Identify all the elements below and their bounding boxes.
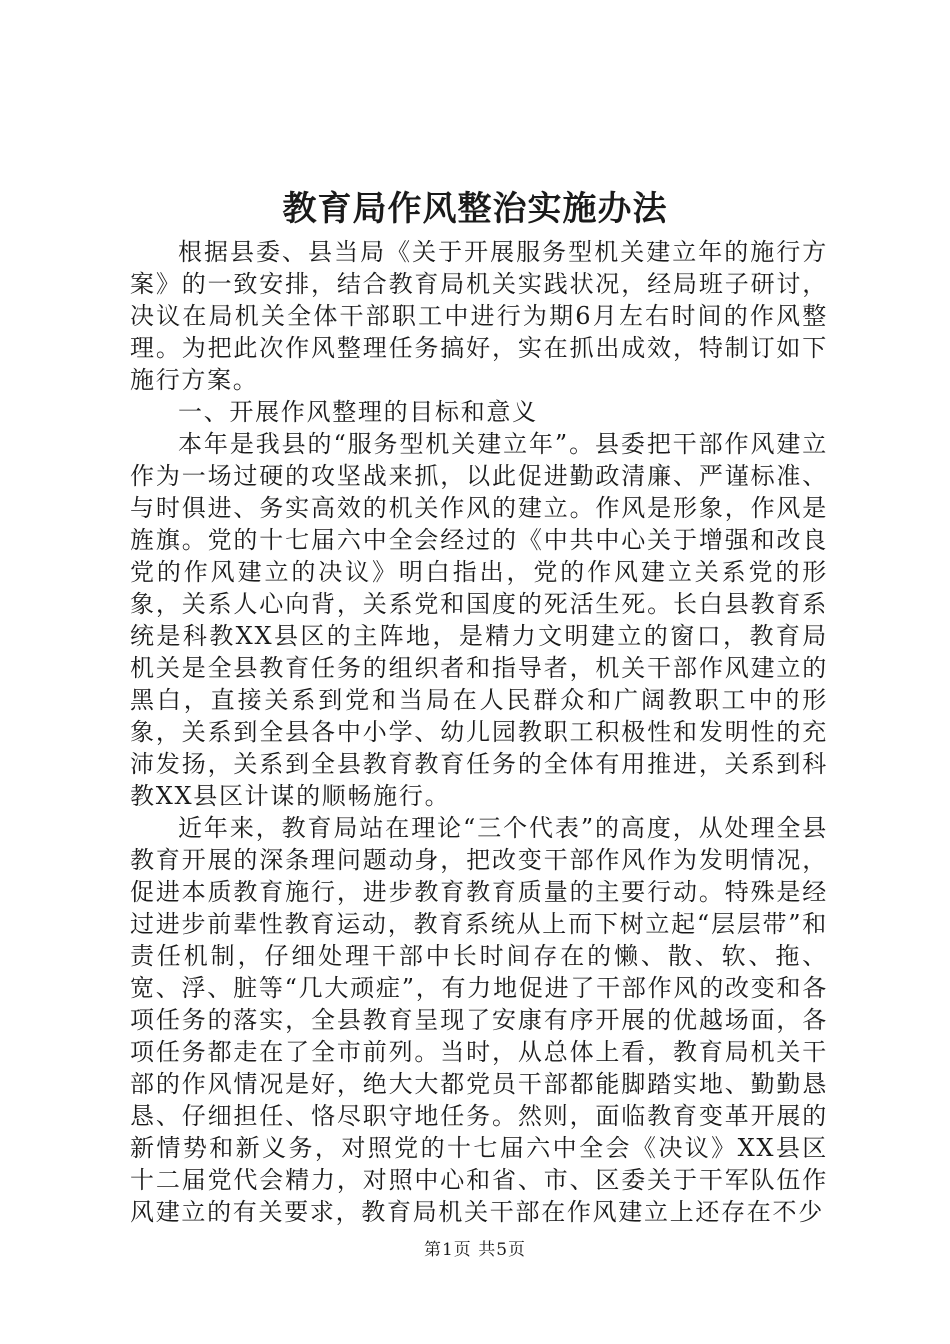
page-footer: 第1页 共5页	[423, 1240, 527, 1260]
paragraph-intro: 根据县委、县当局《关于开展服务型机关建立年的施行方案》的一致安排，结合教育局机关实践状况，经局班子研讨，决议在局机关全体干部职工中进行为期6月左右时间的作风整理。为把此次作风整理任务搞好，实在抓出成效，特制订如下施行方案。	[130, 238, 828, 394]
document-title: 教育局作风整治实施办法	[282, 189, 668, 229]
paragraph-significance: 本年是我县的“服务型机关建立年”。县委把干部作风建立作为一场过硬的攻坚战来抓，以此促进勤政清廉、严谨标准、与时俱进、务实高效的机关作风的建立。作风是形象，作风是旌旗。党的十七届六中全会经过的《中共中心关于增强和改良党的作风建立的决议》明白指出，党的作风建立关系党的形象，关系人心向背，关系党和国度的死活生死。长白县教育系统是科教XX县区的主阵地，是精力文明建立的窗口，教育局机关是全县教育任务的组织者和指导者，机关干部作风建立的黑白，直接关系到党和当局在人民群众和广阔教职工中的形象，关系到全县各中小学、幼儿园教职工积极性和发明性的充沛发扬，关系到全县教育教育任务的全体有用推进，关系到科教XX县区计谋的顺畅施行。	[130, 430, 828, 810]
document-body	[130, 236, 828, 1228]
paragraph-recent-years: 近年来，教育局站在理论“三个代表”的高度，从处理全县教育开展的深条理问题动身，把改变干部作风作为发明情况，促进本质教育施行，进步教育教育质量的主要行动。特殊是经过进步前辈性教育运动，教育系统从上而下树立起“层层带”和责任机制，仔细处理干部中长时间存在的懒、散、软、拖、宽、浮、脏等“几大顽症”，有力地促进了干部作风的改变和各项任务的落实，全县教育呈现了安康有序开展的优越场面，各项任务都走在了全市前列。当时，从总体上看，教育局机关干部的作风情况是好，绝大大都党员干部都能脚踏实地、勤勤恳恳、仔细担任、恪尽职守地任务。然则，面临教育变革开展的新情势和新义务，对照党的十七届六中全会《决议》XX县区十二届党代会精力，对照中心和省、市、区委关于干军队伍作风建立的有关要求，教育局机关干部在作风建立上还存在不少	[130, 814, 828, 1226]
section-heading-1: 一、开展作风整理的目标和意义	[178, 398, 538, 426]
